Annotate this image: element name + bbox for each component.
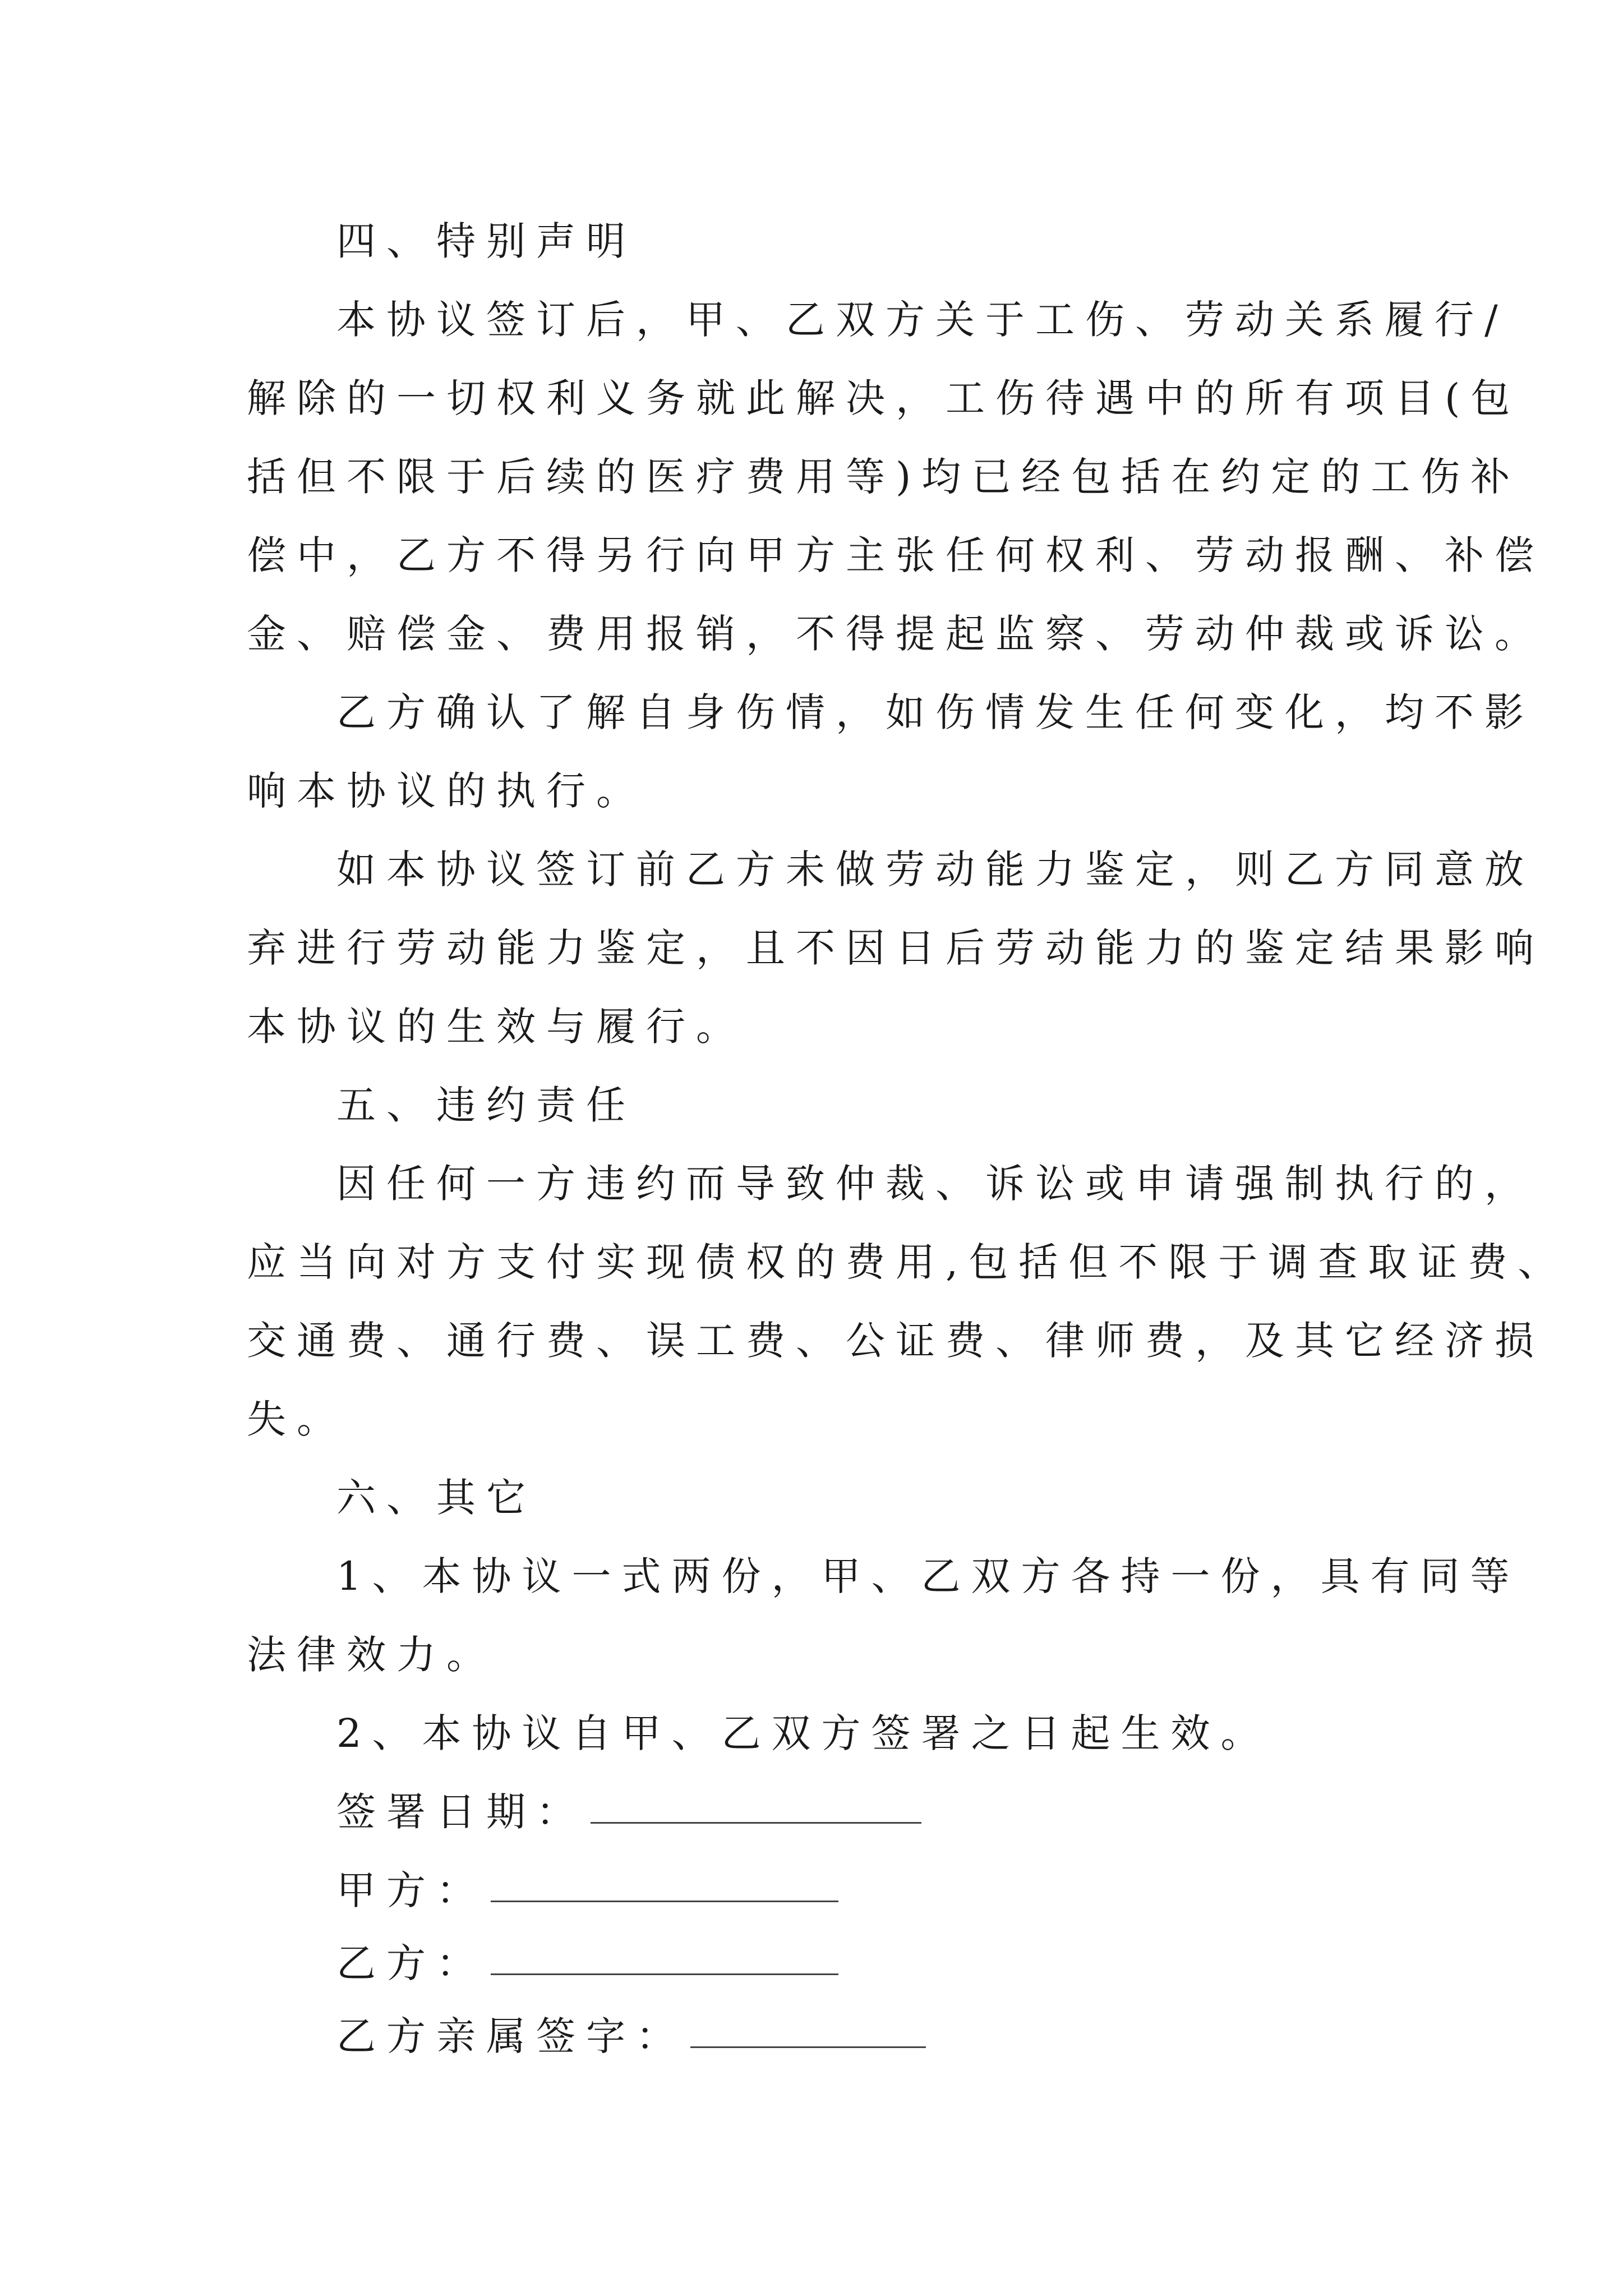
section-heading-others: 六、其它: [336, 1475, 536, 1521]
party-b-label: 乙方：: [336, 1940, 486, 1986]
signature-date-row: [336, 1784, 921, 1840]
paragraph-line: 本协议的生效与履行。: [247, 1004, 746, 1050]
paragraph-line: 失。: [247, 1396, 347, 1442]
paragraph-line: 2、本协议自甲、乙双方签署之日起生效。: [336, 1710, 1271, 1756]
paragraph-line: 弃进行劳动能力鉴定，且不因日后劳动能力的鉴定结果影响: [247, 925, 1544, 971]
signature-date-blank[interactable]: [591, 1784, 921, 1824]
paragraph-line: 法律效力。: [247, 1632, 496, 1678]
section-heading-special-statement: 四、特别声明: [336, 218, 636, 264]
party-b-signature-blank[interactable]: [491, 1935, 838, 1975]
paragraph-line: 响本协议的执行。: [247, 768, 646, 814]
section-heading-breach-liability: 五、违约责任: [336, 1082, 636, 1128]
party-a-row: [336, 1862, 838, 1918]
party-a-signature-blank[interactable]: [491, 1862, 838, 1902]
paragraph-line: 乙方确认了解自身伤情，如伤情发生任何变化，均不影: [336, 689, 1534, 735]
paragraph-line: 解除的一切权利义务就此解决，工伤待遇中的所有项目(包: [247, 375, 1521, 421]
paragraph-line: 1、本协议一式两份，甲、乙双方各持一份，具有同等: [336, 1553, 1520, 1599]
paragraph-line: 括但不限于后续的医疗费用等)均已经包括在约定的工伤补: [247, 454, 1521, 500]
party-b-relative-label: 乙方亲属签字：: [336, 2013, 686, 2059]
paragraph-line: 偿中，乙方不得另行向甲方主张任何权利、劳动报酬、补偿: [247, 532, 1544, 578]
paragraph-line: 本协议签订后，甲、乙双方关于工伤、劳动关系履行/: [336, 297, 1509, 343]
party-b-relative-signature-blank[interactable]: [690, 2008, 926, 2048]
signature-date-label: 签署日期：: [336, 1789, 586, 1835]
party-b-row: [336, 1935, 838, 1991]
paragraph-line: 金、赔偿金、费用报销，不得提起监察、劳动仲裁或诉讼。: [247, 611, 1544, 657]
paragraph-line: 因任何一方违约而导致仲裁、诉讼或申请强制执行的，: [336, 1161, 1534, 1207]
paragraph-line: 交通费、通行费、误工费、公证费、律师费，及其它经济损: [247, 1318, 1544, 1364]
paragraph-line: 应当向对方支付实现债权的费用,包括但不限于调查取证费、: [247, 1239, 1568, 1285]
party-b-relative-row: [336, 2008, 926, 2064]
party-a-label: 甲方：: [336, 1867, 486, 1913]
paragraph-line: 如本协议签订前乙方未做劳动能力鉴定，则乙方同意放: [336, 846, 1534, 892]
